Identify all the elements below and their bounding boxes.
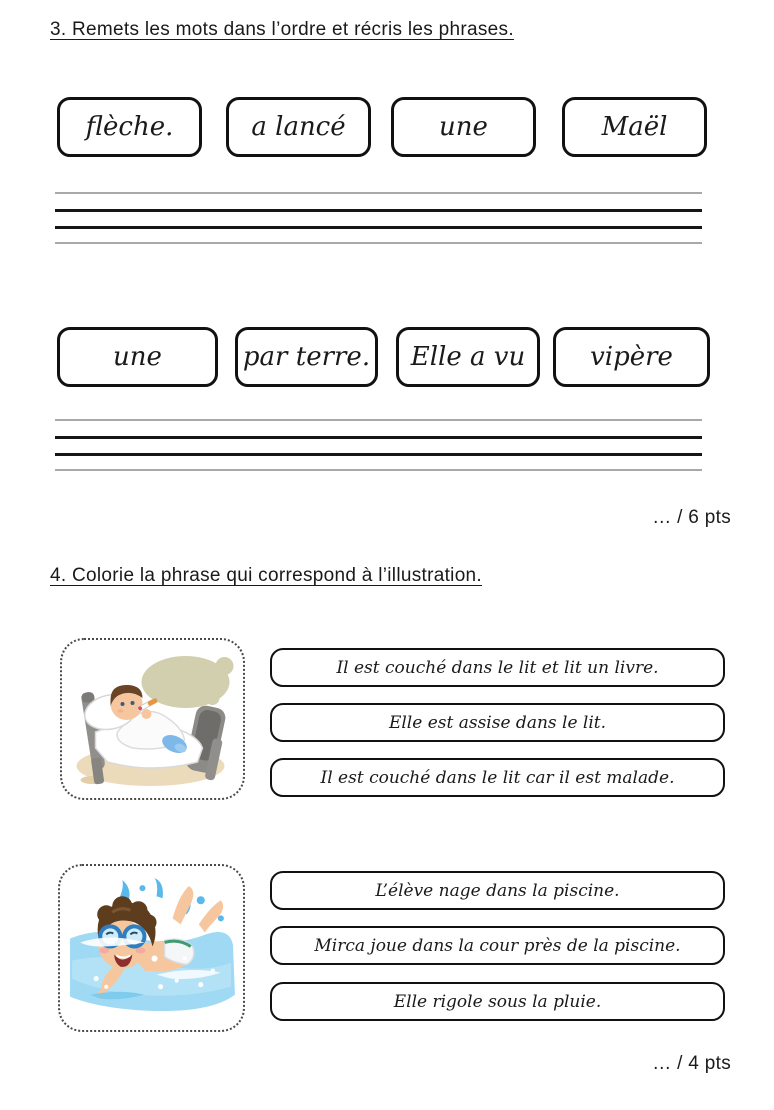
exercise4-title: 4. Colorie la phrase qui correspond à l’illustration.	[50, 565, 483, 586]
word-card[interactable]: Elle a vu	[396, 327, 540, 387]
sentence-option[interactable]: Mirca joue dans la cour près de la piscine.	[270, 926, 725, 965]
sick-boy-in-bed-image	[62, 640, 243, 798]
boy-swimming-illustration	[58, 864, 245, 1032]
word-card[interactable]: par terre.	[235, 327, 378, 387]
exercise3-title: 3. Remets les mots dans l’ordre et récris les phrases.	[50, 19, 514, 40]
word-card[interactable]: une	[57, 327, 218, 387]
ruled-line	[55, 453, 702, 456]
exercise4-points-label: … / 4 pts	[652, 1053, 731, 1074]
sentence-option[interactable]: Elle est assise dans le lit.	[270, 703, 725, 742]
writing-lines[interactable]	[55, 419, 702, 471]
sentence-option[interactable]: L’élève nage dans la piscine.	[270, 871, 725, 910]
exercise3-points-label: … / 6 pts	[652, 507, 731, 528]
ruled-line	[55, 242, 702, 244]
sick-boy-in-bed-illustration	[60, 638, 245, 800]
sentence-option[interactable]: Il est couché dans le lit car il est malade.	[270, 758, 725, 797]
word-card[interactable]: Maël	[562, 97, 707, 157]
ruled-line	[55, 209, 702, 212]
ruled-line	[55, 419, 702, 421]
boy-swimming-image	[60, 866, 243, 1030]
writing-lines[interactable]	[55, 192, 702, 244]
ruled-line	[55, 469, 702, 471]
ruled-line	[55, 436, 702, 439]
ruled-line	[55, 226, 702, 229]
ruled-line	[55, 192, 702, 194]
word-card[interactable]: une	[391, 97, 536, 157]
word-card[interactable]: flèche.	[57, 97, 202, 157]
word-card[interactable]: a lancé	[226, 97, 371, 157]
sentence-option[interactable]: Il est couché dans le lit et lit un livre.	[270, 648, 725, 687]
word-card[interactable]: vipère	[553, 327, 710, 387]
sentence-option[interactable]: Elle rigole sous la pluie.	[270, 982, 725, 1021]
